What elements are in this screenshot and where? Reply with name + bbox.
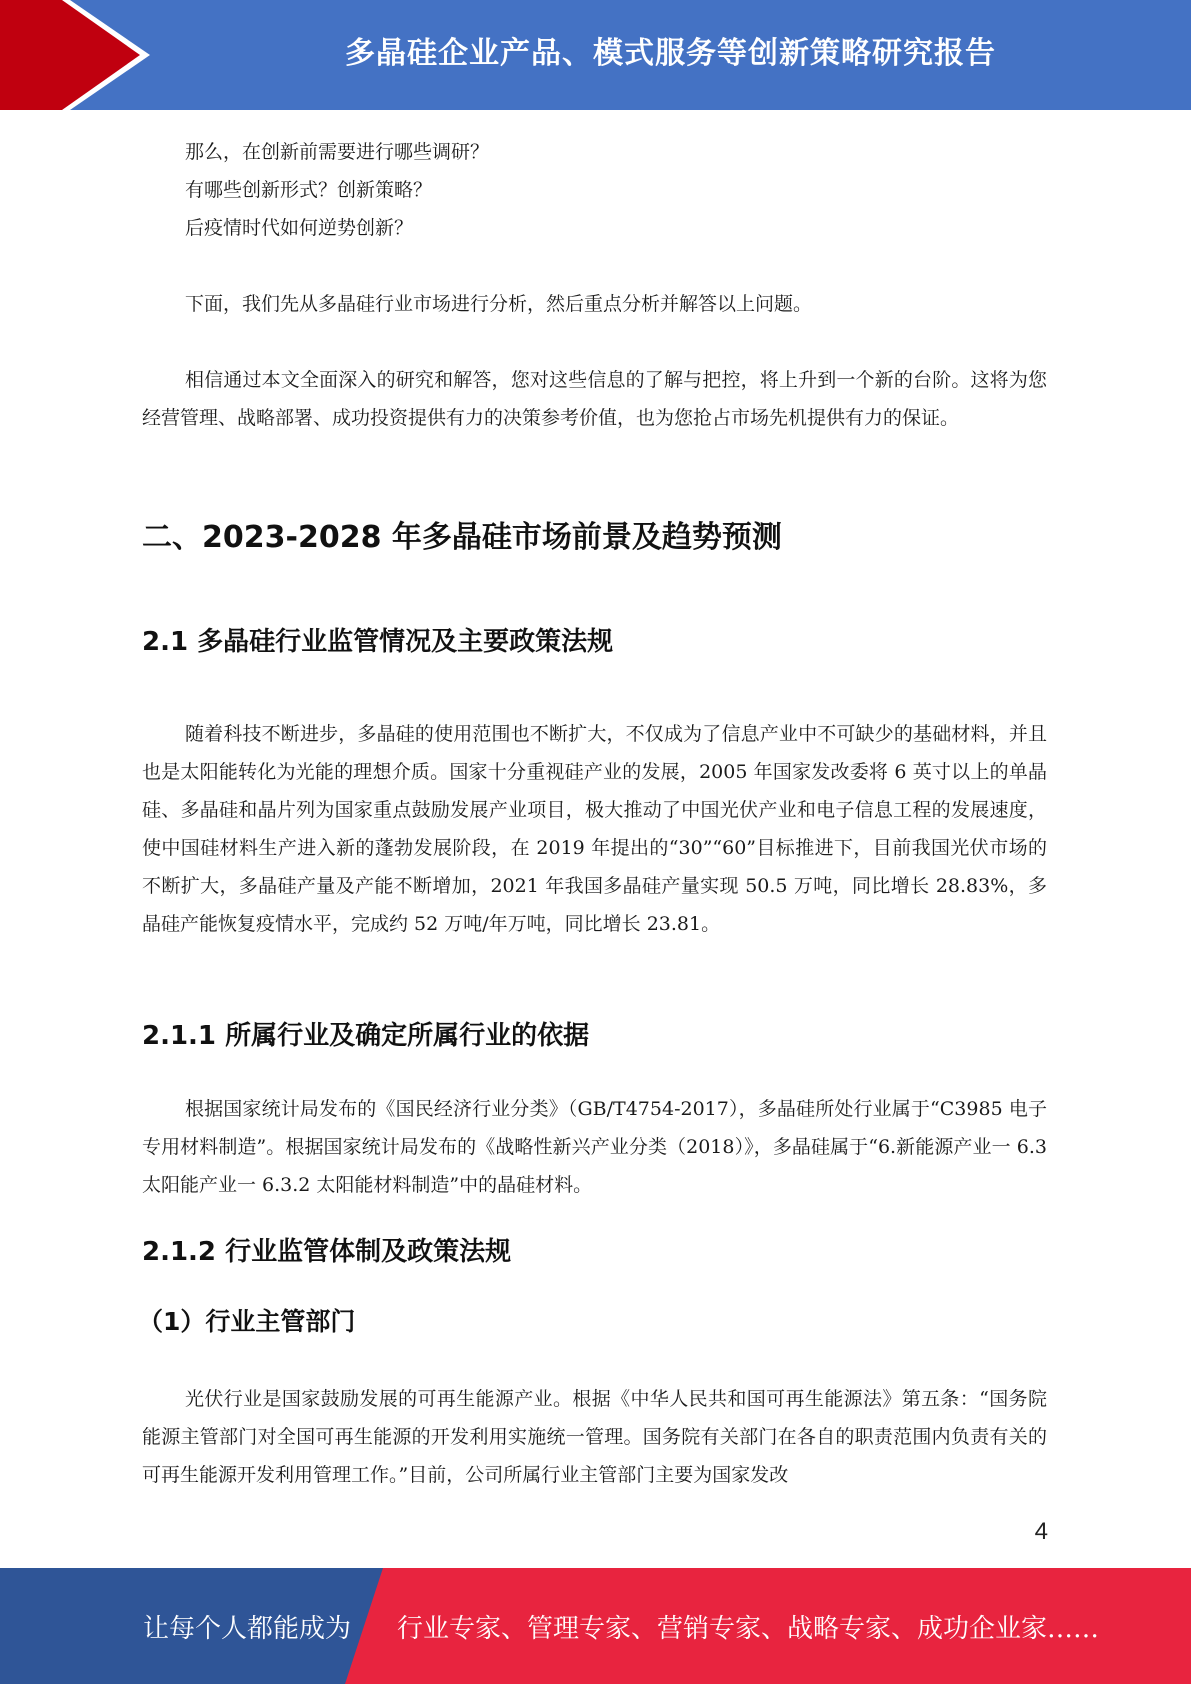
page-header (0, 0, 1191, 110)
footer-slogan-left: 让每个人都能成为 (143, 1613, 352, 1644)
intro-question-3: 后疫情时代如何逆势创新？ (185, 217, 414, 239)
subsection-1-body: 光伏行业是国家鼓励发展的可再生能源产业。根据《中华人民共和国可再生能源法》第五条：“国务院能源主管部门对全国可再生能源的开发利用实施统一管理。国务院有关部门在各自的职责范围内负责有关的可再生能源开发利用管理工作。”目前，公司所属行业主管部门主要为国家发改 (142, 1388, 1047, 1486)
intro-question-1: 那么，在创新前需要进行哪些调研？ (185, 141, 490, 163)
footer-slogan-right: 行业专家、管理专家、营销专家、战略专家、成功企业家…… (397, 1613, 1100, 1644)
intro-question-2: 有哪些创新形式？创新策略？ (185, 179, 433, 201)
section-2-heading: 二、2023-2028 年多晶硅市场前景及趋势预测 (142, 520, 782, 555)
section-2-1-1-heading: 2.1.1 所属行业及确定所属行业的依据 (142, 1021, 590, 1051)
page-number: 4 (1034, 1518, 1048, 1545)
section-2-1-body: 随着科技不断进步，多晶硅的使用范围也不断扩大，不仅成为了信息产业中不可缺少的基础材料，并且也是太阳能转化为光能的理想介质。国家十分重视硅产业的发展，2005 年国家发改委将 6 英寸以上的单晶硅、多晶硅和晶片列为国家重点鼓励发展产业项目，极大推动了中国光伏产业和电子信息工程的发展速度，使中国硅材料生产进入新的蓬勃发展阶段，在 2019 年提出的“30”“60”目标推进下，目前我国光伏市场的不断扩大，多晶硅产量及产能不断增加，2021 年我国多晶硅产量实现 50.5 万吨，同比增长 28.83%，多晶硅产能恢复疫情水平，完成约 52 万吨/年万吨，同比增长 23.81。 (142, 723, 1047, 935)
report-title: 多晶硅企业产品、模式服务等创新策略研究报告 (345, 36, 996, 71)
page-footer (0, 1568, 1191, 1684)
intro-paragraph-2: 相信通过本文全面深入的研究和解答，您对这些信息的了解与把控，将上升到一个新的台阶。这将为您经营管理、战略部署、成功投资提供有力的决策参考价值，也为您抢占市场先机提供有力的保证。 (142, 369, 1047, 429)
header-arrow (0, 0, 140, 110)
intro-paragraph-1: 下面，我们先从多晶硅行业市场进行分析，然后重点分析并解答以上问题。 (185, 293, 813, 315)
section-2-1-1-body: 根据国家统计局发布的《国民经济行业分类》（GB/T4754-2017），多晶硅所处行业属于“C3985 电子专用材料制造”。根据国家统计局发布的《战略性新兴产业分类（2018）》，多晶硅属于“6.新能源产业一 6.3 太阳能产业一 6.3.2 太阳能材料制造”中的晶硅材料。 (142, 1098, 1047, 1196)
subsection-1-heading: （1）行业主管部门 (138, 1307, 356, 1336)
section-2-1-2-heading: 2.1.2 行业监管体制及政策法规 (142, 1237, 512, 1267)
section-2-1-heading: 2.1 多晶硅行业监管情况及主要政策法规 (142, 627, 614, 657)
